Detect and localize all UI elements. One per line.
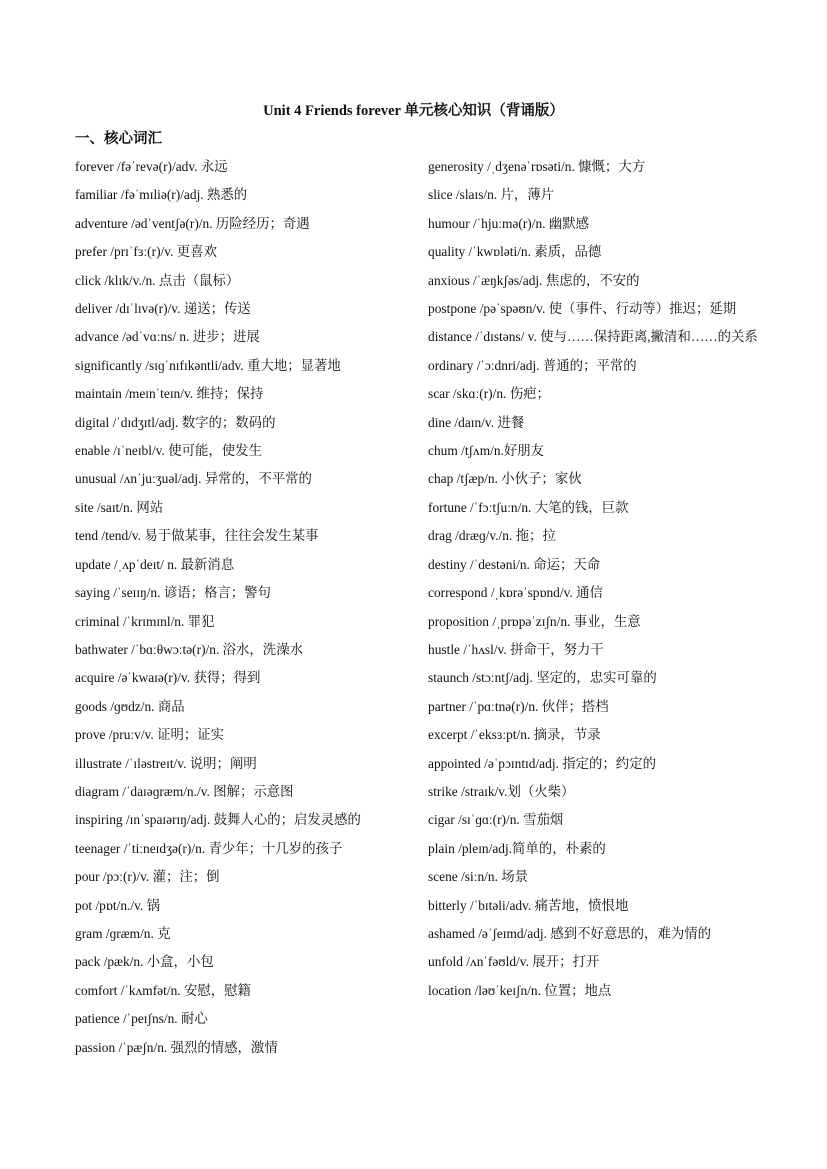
vocab-entry: deliver /dɪˈlɪvə(r)/v. 递送；传送	[75, 301, 251, 317]
vocab-entry: update /ˌʌpˈdeɪt/ n. 最新消息	[75, 556, 235, 572]
vocab-entry: chap /tʃæp/n. 小伙子；家伙	[428, 471, 582, 487]
section-heading: 一、核心词汇	[75, 131, 162, 147]
vocab-entry: bitterly /ˈbɪtəli/adv. 痛苦地，愤恨地	[428, 897, 629, 913]
vocab-entry: passion /ˈpæʃn/n. 强烈的情感，激情	[75, 1039, 278, 1055]
vocab-entry: scar /skɑː(r)/n. 伤疤；	[428, 386, 550, 402]
vocab-entry: humour /ˈhjuːmə(r)/n. 幽默感	[428, 215, 590, 231]
vocab-entry: quality /ˈkwɒləti/n. 素质，品德	[428, 244, 602, 260]
vocab-entry: click /klɪk/v./n. 点击（鼠标）	[75, 272, 240, 288]
vocab-entry: bathwater /ˈbɑːθwɔːtə(r)/n. 浴水，洗澡水	[75, 641, 303, 657]
vocab-entry: maintain /meɪnˈteɪn/v. 维持；保持	[75, 386, 264, 402]
vocab-entry: pour /pɔː(r)/v. 灌；注；倒	[75, 869, 220, 885]
vocab-entry: anxious /ˈæŋkʃəs/adj. 焦虑的，不安的	[428, 272, 640, 288]
vocab-entry: familiar /fəˈmɪliə(r)/adj. 熟悉的	[75, 187, 248, 203]
vocab-entry: dine /daɪn/v. 进餐	[428, 414, 525, 430]
vocab-entry: partner /ˈpɑːtnə(r)/n. 伙伴；搭档	[428, 698, 609, 714]
vocab-entry: unusual /ʌnˈjuːʒuəl/adj. 异常的，不平常的	[75, 471, 312, 487]
vocab-entry: illustrate /ˈɪləstreɪt/v. 说明；阐明	[75, 755, 257, 771]
vocab-entry: ordinary /ˈɔːdnri/adj. 普通的；平常的	[428, 357, 637, 373]
vocab-entry: correspond /ˌkɒrəˈspɒnd/v. 通信	[428, 585, 603, 601]
vocab-column-right	[428, 153, 758, 1005]
vocab-entry: significantly /sɪɡˈnɪfɪkəntli/adv. 重大地；显著地	[75, 357, 341, 373]
vocab-entry: advance /ədˈvɑːns/ n. 进步；进展	[75, 329, 260, 345]
vocab-entry: strike /straɪk/v.划（火柴）	[428, 783, 575, 799]
vocab-entry: forever /fəˈrevə(r)/adv. 永远	[75, 159, 228, 174]
vocab-column-left	[75, 153, 410, 1062]
vocab-entry: teenager /ˈtiːneɪdʒə(r)/n. 青少年；十几岁的孩子	[75, 840, 343, 856]
vocab-entry: pack /pæk/n. 小盒，小包	[75, 954, 214, 970]
vocab-entry: adventure /ədˈventʃə(r)/n. 历险经历；奇遇	[75, 215, 310, 231]
vocab-entry: chum /tʃʌm/n.好朋友	[428, 443, 545, 459]
vocab-entry: diagram /ˈdaɪəɡræm/n./v. 图解；示意图	[75, 783, 294, 799]
vocab-entry: ashamed /əˈʃeɪmd/adj. 感到不好意思的，难为情的	[428, 925, 712, 941]
vocab-entry: digital /ˈdɪdʒɪtl/adj. 数字的；数码的	[75, 414, 276, 430]
vocab-entry: patience /ˈpeɪʃns/n. 耐心	[75, 1011, 208, 1027]
vocab-entry: criminal /ˈkrɪmɪnl/n. 罪犯	[75, 613, 215, 629]
vocab-entry: inspiring /ɪnˈspaɪərɪŋ/adj. 鼓舞人心的；启发灵感的	[75, 812, 361, 828]
vocab-entry: enable /ɪˈneɪbl/v. 使可能，使发生	[75, 443, 262, 459]
vocab-entry: postpone /pəˈspəʊn/v. 使（事件、行动等）推迟；延期	[428, 301, 737, 317]
vocab-entry: excerpt /ˈeksɜːpt/n. 摘录，节录	[428, 727, 601, 743]
vocab-entry: pot /pɒt/n./v. 锅	[75, 897, 160, 913]
vocab-entry: staunch /stɔːntʃ/adj. 坚定的，忠实可靠的	[428, 670, 657, 686]
vocab-entry: generosity /ˌdʒenəˈrɒsəti/n. 慷慨；大方	[428, 159, 646, 174]
vocab-entry: tend /tend/v. 易于做某事，往往会发生某事	[75, 528, 319, 544]
vocab-entry: distance /ˈdɪstəns/ v. 使与……保持距离,撇清和……的关系	[428, 329, 758, 345]
vocab-entry: gram /ɡræm/n. 克	[75, 925, 171, 941]
vocab-entry: hustle /ˈhʌsl/v. 拼命干，努力干	[428, 641, 604, 657]
vocab-entry: plain /pleɪn/adj.简单的，朴素的	[428, 840, 606, 856]
vocab-entry: proposition /ˌprɒpəˈzɪʃn/n. 事业，生意	[428, 613, 641, 629]
vocab-entry: prove /pruːv/v. 证明；证实	[75, 727, 225, 743]
document-title: Unit 4 Friends forever 单元核心知识（背诵版）	[263, 103, 564, 119]
vocab-entry: prefer /prɪˈfɜː(r)/v. 更喜欢	[75, 244, 217, 260]
vocab-entry: drag /dræɡ/v./n. 拖；拉	[428, 528, 556, 544]
vocab-entry: goods /ɡʊdz/n. 商品	[75, 698, 185, 714]
vocab-entry: location /ləʊˈkeɪʃn/n. 位置；地点	[428, 982, 612, 998]
vocab-entry: saying /ˈseɪɪŋ/n. 谚语；格言；警句	[75, 585, 271, 601]
vocab-entry: slice /slaɪs/n. 片，薄片	[428, 187, 555, 203]
vocab-entry: unfold /ʌnˈfəʊld/v. 展开；打开	[428, 954, 600, 970]
vocab-entry: comfort /ˈkʌmfət/n. 安慰，慰籍	[75, 982, 251, 998]
vocab-entry: destiny /ˈdestəni/n. 命运；天命	[428, 556, 601, 572]
vocab-entry: acquire /əˈkwaɪə(r)/v. 获得；得到	[75, 670, 261, 686]
vocab-entry: appointed /əˈpɔɪntɪd/adj. 指定的；约定的	[428, 755, 656, 771]
vocab-entry: scene /siːn/n. 场景	[428, 869, 529, 885]
vocab-entry: cigar /sɪˈɡɑː(r)/n. 雪茄烟	[428, 812, 564, 828]
vocab-entry: site /saɪt/n. 网站	[75, 499, 164, 515]
vocab-entry: fortune /ˈfɔːtʃuːn/n. 大笔的钱，巨款	[428, 499, 629, 515]
